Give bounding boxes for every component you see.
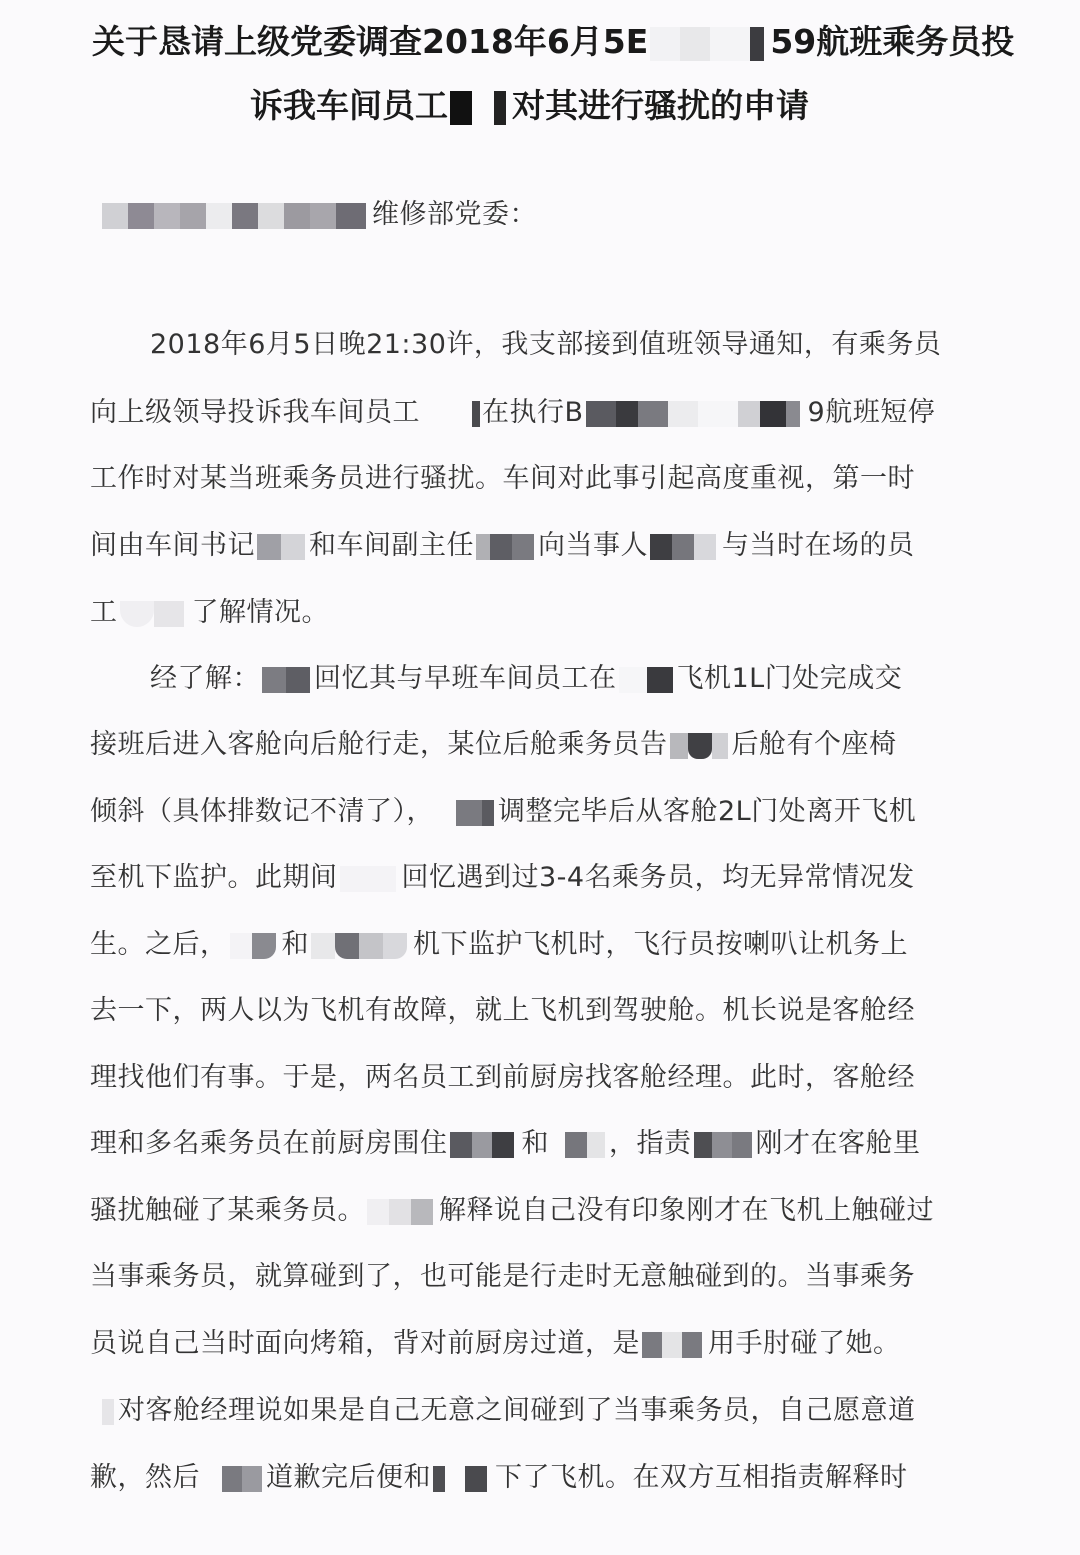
redaction-mosaic [619, 667, 675, 693]
redaction-mosaic [120, 601, 190, 627]
document-title-line-1: 关于恳请上级党委调查2018年6月5E 59航班乘务员投 [92, 22, 1015, 61]
redaction-mosaic [311, 933, 411, 959]
redaction-mosaic [367, 1199, 437, 1225]
paragraph-1-line-4: 间由车间书记 和车间副主任 向当事人 与当时在场的员 [90, 530, 915, 561]
redaction-mosaic [476, 534, 536, 560]
redaction-mosaic [551, 1132, 607, 1158]
paragraph-2-line-13: 歉，然后 道歉完后便和 下了飞机。在双方互相指责解释时 [90, 1462, 908, 1493]
paragraph-1-line-3: 工作时对某当班乘务员进行骚扰。车间对此事引起高度重视，第一时 [90, 463, 915, 494]
redaction-mosaic [650, 27, 768, 61]
redaction-mosaic [450, 1132, 520, 1158]
paragraph-2-line-1: 经了解： 回忆其与早班车间员工在 飞机1L门处完成交 [150, 663, 903, 694]
paragraph-1-line-1: 2018年6月5日晚21:30许，我支部接到值班领导通知，有乘务员 [150, 329, 942, 360]
paragraph-2-line-12: 对客舱经理说如果是自己无意之间碰到了当事乘务员，自己愿意道 [100, 1388, 916, 1427]
paragraph-2-line-11: 员说自己当时面向烤箱，背对前厨房过道，是 用手肘碰了她。 [90, 1328, 901, 1359]
paragraph-2-line-9: 骚扰触碰了某乘务员。 解释说自己没有印象刚才在飞机上触碰过 [90, 1195, 934, 1226]
redaction-mosaic [102, 203, 370, 229]
paragraph-2-line-6: 去一下，两人以为飞机有故障，就上飞机到驾驶舱。机长说是客舱经 [90, 995, 915, 1026]
redaction-mosaic [670, 733, 730, 759]
paragraph-2-line-8: 理和多名乘务员在前厨房围住 和 ，指责 刚才在客舱里 [90, 1128, 921, 1159]
redaction-mosaic [230, 933, 280, 959]
redaction-mosaic [222, 1466, 264, 1492]
redaction-mosaic [586, 401, 806, 427]
paragraph-1-line-2: 向上级领导投诉我车间员工 在执行B 9航班短停 [90, 397, 936, 428]
paragraph-2-line-4: 至机下监护。此期间 回忆遇到过3-4名乘务员，均无异常情况发 [90, 862, 915, 893]
redaction-mosaic [456, 800, 496, 826]
redaction-mosaic [257, 534, 307, 560]
paragraph-2-line-10: 当事乘务员，就算碰到了，也可能是行走时无意触碰到的。当事乘务 [90, 1261, 915, 1292]
redaction-mosaic [694, 1132, 754, 1158]
redaction-mosaic [433, 1466, 493, 1492]
paragraph-2-line-7: 理找他们有事。于是，两名员工到前厨房找客舱经理。此时，客舱经 [90, 1062, 915, 1093]
redaction-mosaic [450, 91, 510, 125]
redaction-mosaic [650, 534, 720, 560]
paragraph-2-line-2: 接班后进入客舱向后舱行走，某位后舱乘务员告 后舱有个座椅 [90, 729, 897, 760]
redaction-mosaic [340, 866, 400, 892]
redaction-mosaic [472, 401, 480, 427]
paragraph-2-line-3: 倾斜（具体排数记不清了）， 调整完毕后从客舱2L门处离开飞机 [90, 796, 917, 827]
paragraph-2-line-5: 生。之后， 和 机下监护飞机时，飞行员按喇叭让机务上 [90, 929, 908, 960]
paragraph-1-line-5: 工 了解情况。 [90, 597, 329, 628]
redaction-mosaic [262, 667, 312, 693]
redaction-mosaic [102, 1399, 116, 1425]
document-title-line-2: 诉我车间员工 对其进行骚扰的申请 [250, 86, 809, 125]
redaction-mosaic [642, 1332, 706, 1358]
salutation: 维修部党委： [100, 192, 537, 231]
